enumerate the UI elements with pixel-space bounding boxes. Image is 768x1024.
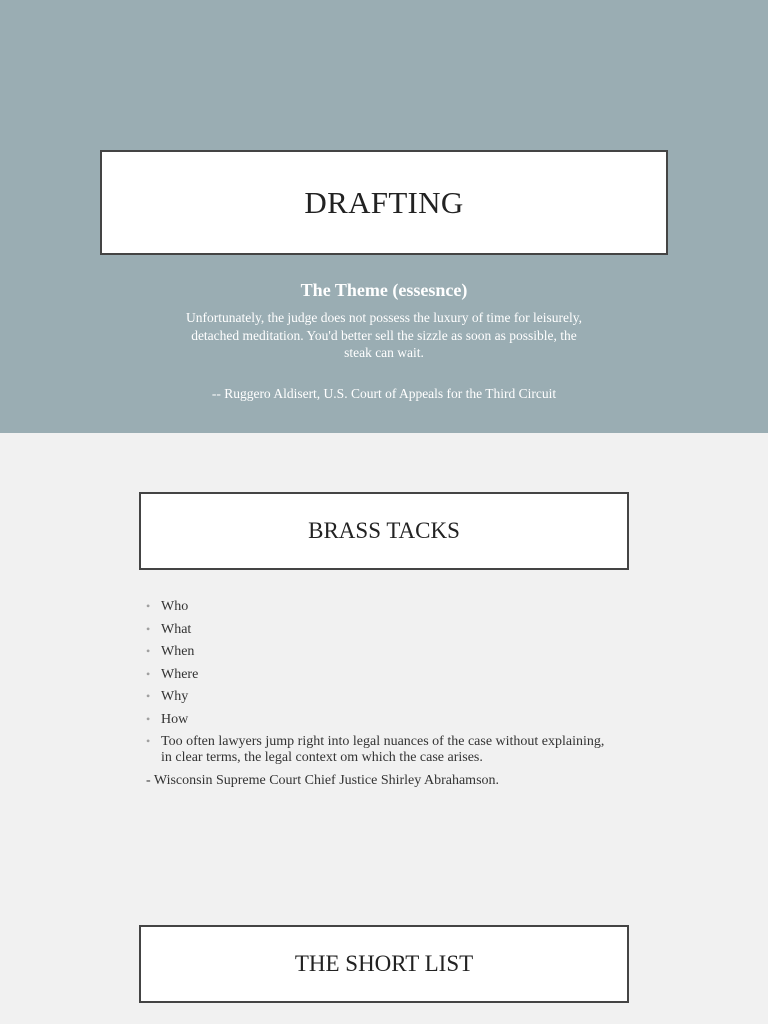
quote-attribution: -- Ruggero Aldisert, U.S. Court of Appeals for the Third Circuit	[211, 386, 557, 401]
brass-tacks-bullet-list	[146, 599, 616, 772]
list-item-text: How	[161, 711, 189, 727]
list-item-text: Who	[161, 599, 189, 614]
bullet-dot-icon: •	[146, 711, 151, 726]
list-item	[146, 734, 616, 765]
bullet-dot-icon: •	[146, 689, 151, 703]
list-item	[146, 689, 616, 705]
list-item-text: When	[161, 644, 195, 659]
list-item	[146, 599, 616, 615]
list-item-text: What	[161, 621, 192, 637]
list-item-text: Too often lawyers jump right into legal nuances of the case without explaining, in clear terms, the legal context om which the case arises.	[161, 734, 605, 765]
bullet-dot-icon: •	[146, 644, 151, 658]
bullet-dot-icon: •	[146, 621, 151, 636]
aldisert-quote: Unfortunately, the judge does not possess the luxury of time for leisurely, detached meditation. You'd better sell the sizzle as soon as possible, the steak can wait.	[185, 310, 583, 360]
abrahamson-source: - Wisconsin Supreme Court Chief Justice Shirley Abrahamson.	[146, 773, 500, 788]
list-item	[146, 667, 616, 683]
list-item	[146, 644, 616, 660]
short-list-title: THE SHORT LIST	[294, 951, 474, 976]
slide-drafting	[0, 0, 768, 433]
list-item	[146, 712, 616, 728]
drafting-title: DRAFTING	[304, 184, 464, 220]
bullet-dot-icon: •	[146, 599, 151, 613]
theme-subtitle: The Theme (essesnce)	[300, 280, 468, 300]
drafting-title-box	[100, 150, 668, 255]
list-item	[146, 622, 616, 638]
list-item-text: Why	[161, 689, 189, 704]
bullet-dot-icon: •	[146, 734, 151, 748]
brass-tacks-title-box	[139, 492, 629, 570]
list-item-text: Where	[161, 666, 199, 682]
short-list-title-box	[139, 925, 629, 1003]
brass-tacks-title: BRASS TACKS	[308, 518, 460, 543]
bullet-dot-icon: •	[146, 666, 151, 681]
